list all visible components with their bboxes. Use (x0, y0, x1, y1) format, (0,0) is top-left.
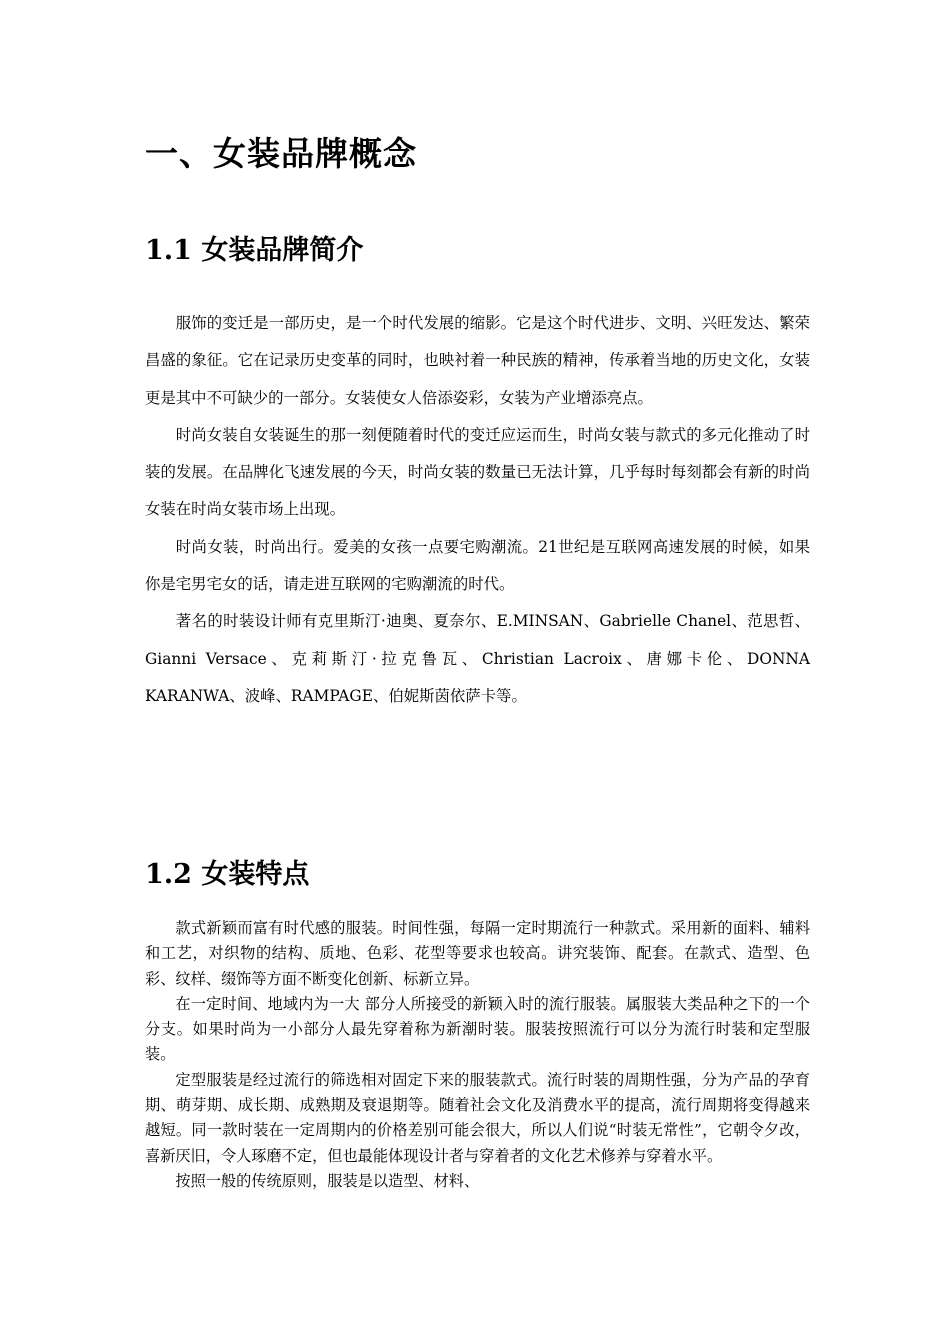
paragraph: 服饰的变迁是一部历史，是一个时代发展的缩影。它是这个时代进步、文明、兴旺发达、繁荣昌盛的象征。它在记录历史变革的同时，也映衬着一种民族的精神，传承着当地的历史文化，女装更是其中不可缺少的一部分。女装使女人倍添姿彩，女装为产业增添亮点。 (145, 314, 810, 407)
section-body-1-1 (145, 305, 810, 715)
paragraph: 定型服装是经过流行的筛选相对固定下来的服装款式。流行时装的周期性强，分为产品的孕育期、萌芽期、成长期、成熟期及衰退期等。随着社会文化及消费水平的提高，流行周期将变得越来越短。同一款时装在一定周期内的价格差别可能会很大，所以人们说“时装无常性”，它朝令夕改，喜新厌旧，令人琢磨不定，但也最能体现设计者与穿着者的文化艺术修养与穿着水平。 (145, 1070, 810, 1165)
paragraph: 款式新颖而富有时代感的服装。时间性强，每隔一定时期流行一种款式。采用新的面料、辅料和工艺，对织物的结构、质地、色彩、花型等要求也较高。讲究装饰、配套。在款式、造型、色彩、纹样、缀饰等方面不断变化创新、标新立异。 (145, 919, 810, 988)
section-heading-1-2: 1.2 女装特点 (145, 859, 310, 890)
paragraph: 按照一般的传统原则，服装是以造型、材料、 (175, 1171, 480, 1190)
section-heading-1-1: 1.1 女装品牌简介 (145, 235, 364, 266)
paragraph: 著名的时装设计师有克里斯汀·迪奥、夏奈尔、E.MINSAN、Gabrielle Chanel、范思哲、Gianni Versace、克莉斯汀·拉克鲁瓦、Christian Lacroix、唐娜卡伦、DONNA KARANWA、波峰、RAMPAGE、伯妮斯茵依萨卡等。 (145, 612, 810, 705)
paragraph: 在一定时间、地域内为一大 部分人所接受的新颖入时的流行服装。属服装大类品种之下的一个分支。如果时尚为一小部分人最先穿着称为新潮时装。服装按照流行可以分为流行时装和定型服装。 (145, 994, 810, 1064)
section-body-1-2 (145, 916, 810, 1194)
paragraph: 时尚女装自女装诞生的那一刻便随着时代的变迁应运而生，时尚女装与款式的多元化推动了时装的发展。在品牌化飞速发展的今天，时尚女装的数量已无法计算，几乎每时每刻都会有新的时尚女装在时尚女装市场上出现。 (145, 425, 810, 519)
document-title: 一、女装品牌概念 (145, 134, 417, 173)
paragraph: 时尚女装，时尚出行。爱美的女孩一点要宅购潮流。21世纪是互联网高速发展的时候，如果你是宅男宅女的话，请走进互联网的宅购潮流的时代。 (145, 537, 810, 594)
